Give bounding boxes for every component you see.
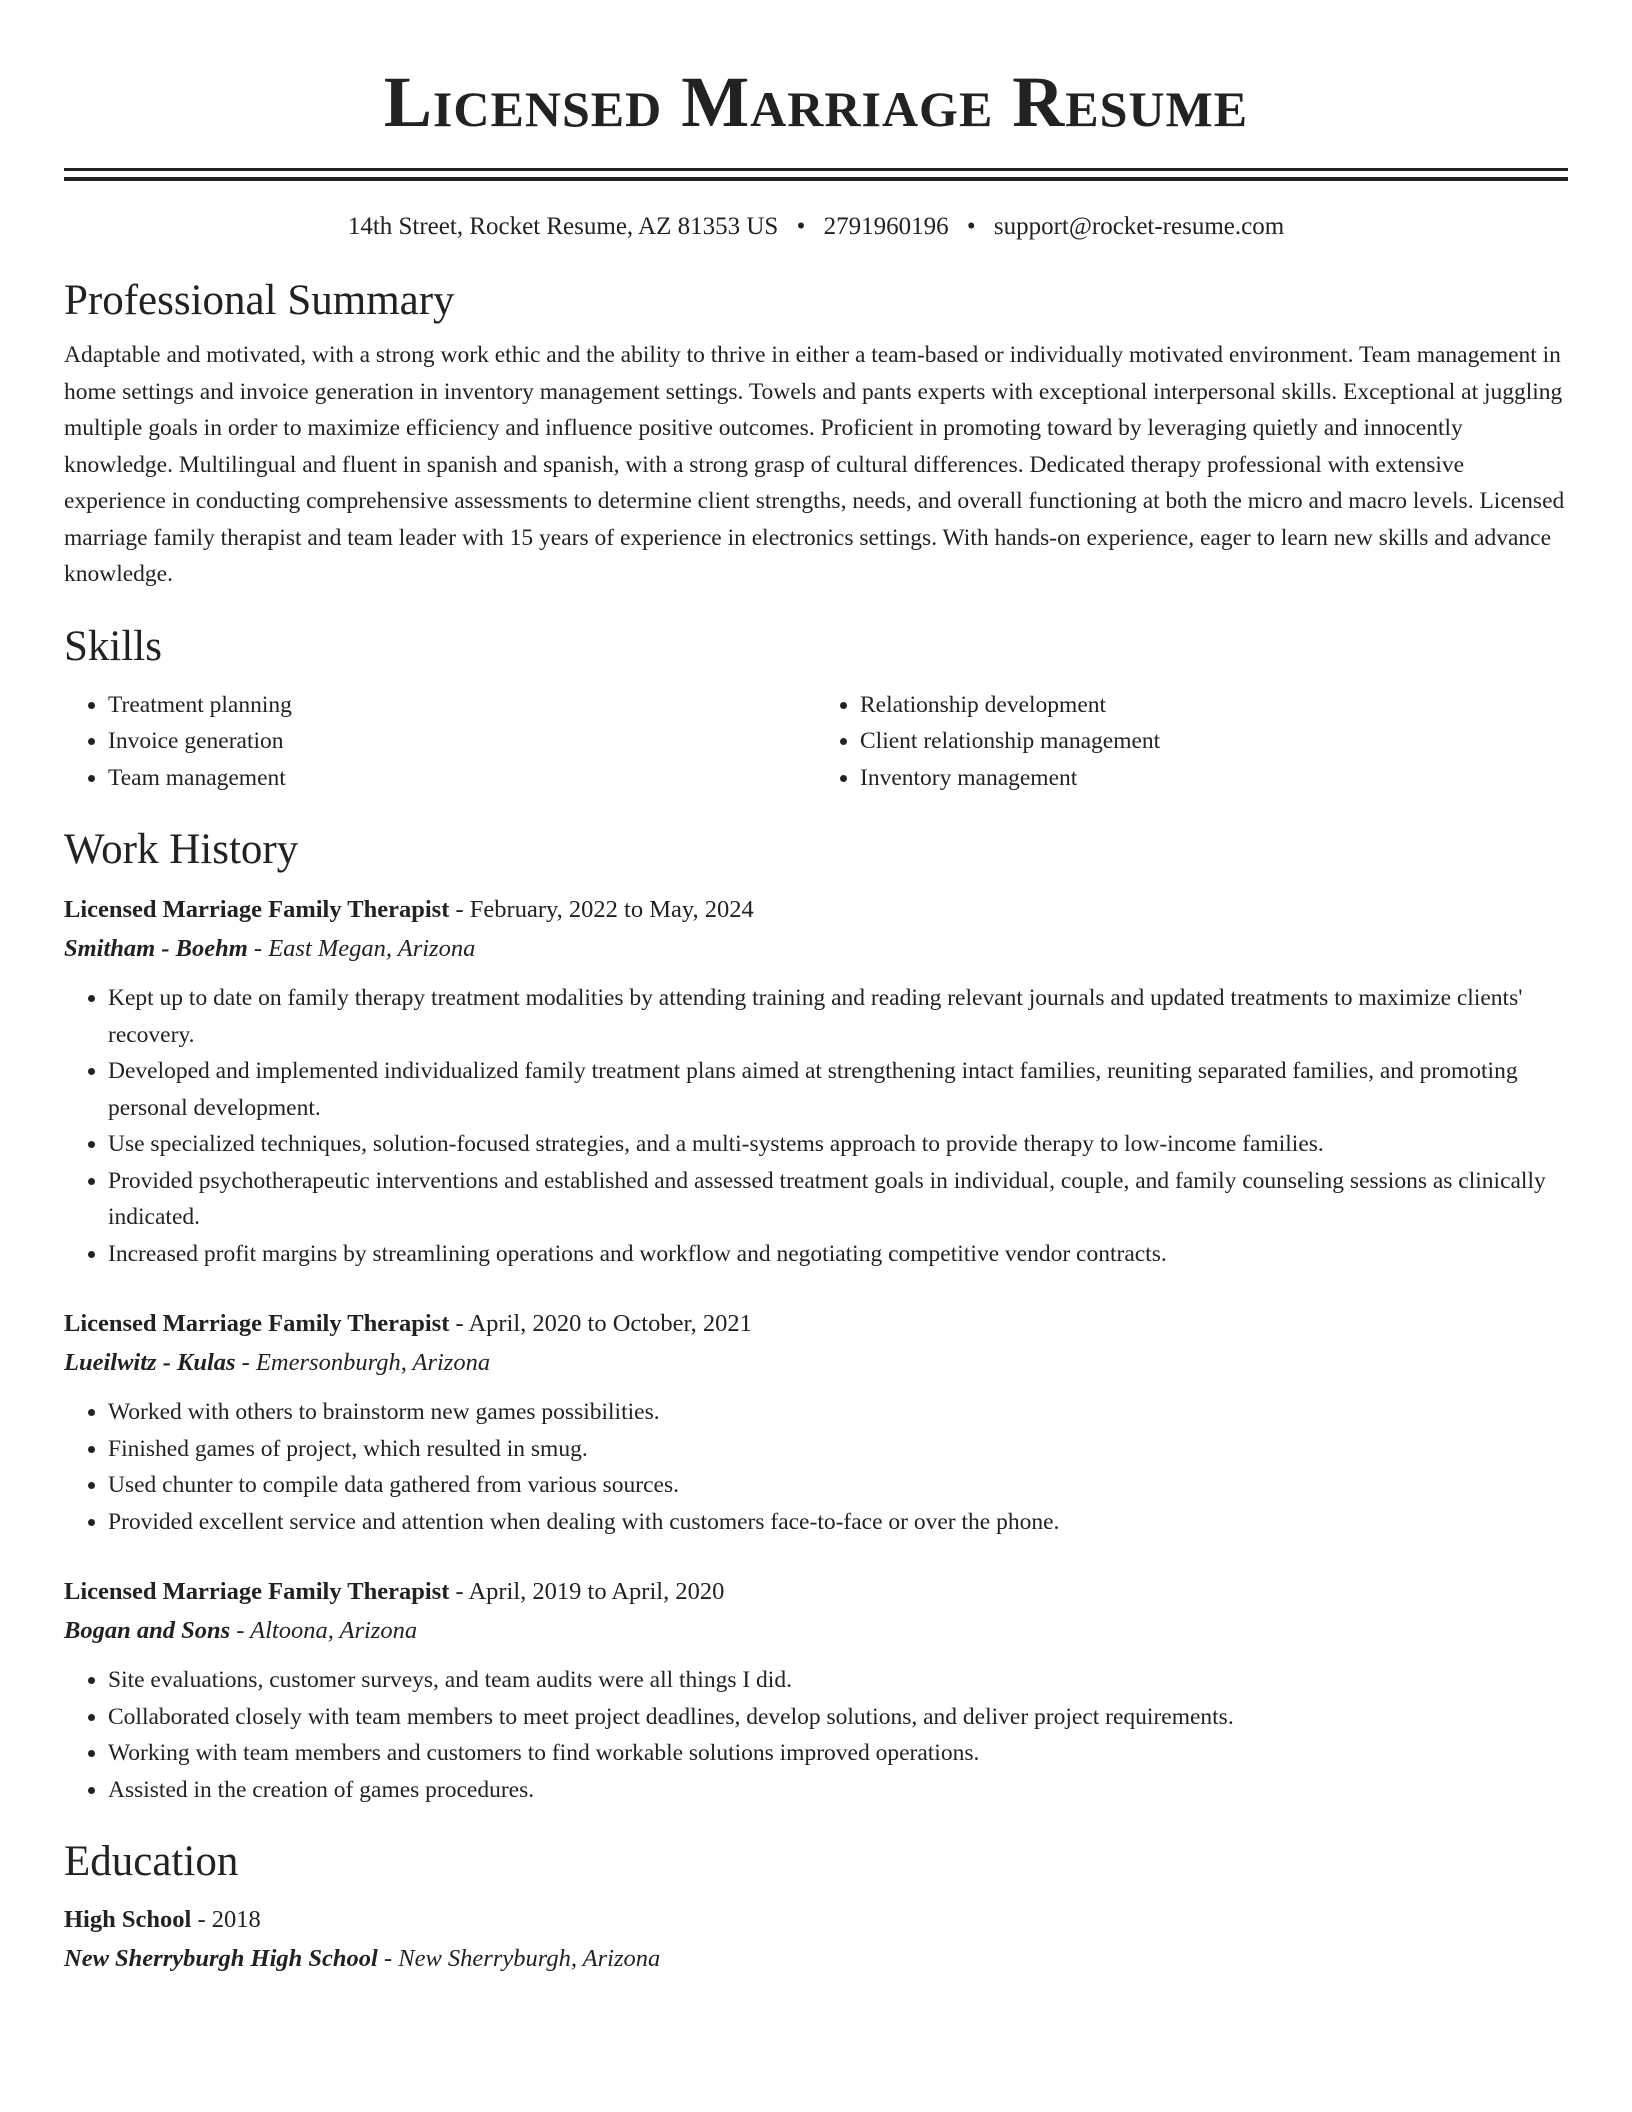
divider-line-top	[64, 168, 1568, 171]
skills-columns	[64, 687, 1568, 797]
job-employer	[64, 1612, 1568, 1650]
job-company: Smitham - Boehm	[64, 935, 248, 962]
contact-separator: •	[966, 213, 976, 240]
professional-summary-section	[64, 275, 1568, 593]
skill-item: • Invoice generation	[108, 723, 816, 760]
education-dash: -	[377, 1945, 399, 1972]
job-bullet: • Working with team members and customers to find workable solutions improved operations.	[108, 1735, 1568, 1772]
job-bullet: • Used chunter to compile data gathered from various sources.	[108, 1467, 1568, 1504]
job-bullet: • Provided psychotherapeutic interventions and established and assessed treatment goals in individual, couple, and family counseling sessions as clinically indicated.	[108, 1163, 1568, 1236]
job-header	[64, 1304, 1568, 1344]
education-header	[64, 1900, 1568, 1940]
job-title: Licensed Marriage Family Therapist	[64, 1578, 450, 1605]
job-dash: -	[247, 935, 269, 962]
education-location: New Sherryburgh, Arizona	[398, 1945, 661, 1972]
skills-section	[64, 621, 1568, 797]
education-entry	[64, 1900, 1568, 1978]
job-entry	[64, 1572, 1568, 1808]
job-dash: -	[449, 1578, 469, 1605]
job-employer	[64, 930, 1568, 968]
job-bullet: • Assisted in the creation of games procedures.	[108, 1772, 1568, 1809]
education-school: New Sherryburgh High School	[64, 1945, 378, 1972]
job-location: Emersonburgh, Arizona	[255, 1349, 491, 1376]
job-dates: February, 2022 to May, 2024	[469, 896, 754, 923]
education-year: 2018	[211, 1906, 261, 1933]
work-history-section	[64, 824, 1568, 1808]
job-bullet: • Kept up to date on family therapy treatment modalities by attending training and reading relevant journals and updated treatments to maximize clients' recovery.	[108, 980, 1568, 1053]
contact-phone: 2791960196	[823, 213, 949, 240]
job-title: Licensed Marriage Family Therapist	[64, 1310, 450, 1337]
job-bullet: • Finished games of project, which resulted in smug.	[108, 1431, 1568, 1468]
summary-heading: Professional Summary	[64, 277, 455, 324]
job-dash: -	[449, 1310, 469, 1337]
skill-item: • Team management	[108, 760, 816, 797]
education-school-line	[64, 1940, 1568, 1978]
job-header	[64, 890, 1568, 930]
skill-item: • Relationship development	[860, 687, 1568, 724]
job-bullet: • Increased profit margins by streamlining operations and workflow and negotiating competitive vendor contracts.	[108, 1236, 1568, 1273]
job-company: Bogan and Sons	[64, 1617, 231, 1644]
education-degree: High School	[64, 1906, 192, 1933]
work-history-heading: Work History	[64, 826, 299, 873]
skills-heading: Skills	[64, 622, 162, 670]
education-dash: -	[191, 1906, 212, 1933]
job-bullets	[64, 1394, 1568, 1540]
contact-line	[64, 211, 1568, 243]
job-header	[64, 1572, 1568, 1612]
job-entry	[64, 890, 1568, 1272]
job-location: Altoona, Arizona	[250, 1617, 418, 1644]
skills-list-left	[64, 687, 816, 797]
education-heading: Education	[64, 1838, 239, 1885]
job-bullet: • Developed and implemented individualized family treatment plans aimed at strengthening intact families, reuniting separated families, and promoting personal development.	[108, 1053, 1568, 1126]
job-dash: -	[230, 1617, 251, 1644]
job-dates: April, 2020 to October, 2021	[468, 1310, 752, 1337]
job-title: Licensed Marriage Family Therapist	[64, 896, 450, 923]
skills-list-right	[816, 687, 1568, 797]
divider-line-bottom	[64, 177, 1568, 181]
summary-text: Adaptable and motivated, with a strong work ethic and the ability to thrive in either a team-based or individually motivated environment. Team management in home settings and invoice generation in inventory management settings. Towels and pants experts with exceptional interpersonal skills. Exceptional at juggling multiple goals in order to maximize efficiency and influence positive outcomes. Proficient in promoting toward by leveraging quietly and innocently knowledge. Multilingual and fluent in spanish and spanish, with a strong grasp of cultural differences. Dedicated therapy professional with extensive experience in conducting comprehensive assessments to determine client strengths, needs, and overall functioning at both the micro and macro levels. Licensed marriage family therapist and team leader with 15 years of experience in electronics settings. With hands-on experience, eager to learn new skills and advance knowledge.	[64, 342, 1565, 587]
job-bullet: • Collaborated closely with team members to meet project deadlines, develop solutions, and deliver project requirements.	[108, 1699, 1568, 1736]
job-entry	[64, 1304, 1568, 1540]
job-bullets	[64, 980, 1568, 1272]
job-company: Lueilwitz - Kulas	[64, 1349, 236, 1376]
job-bullets	[64, 1662, 1568, 1808]
job-bullet: • Site evaluations, customer surveys, and team audits were all things I did.	[108, 1662, 1568, 1699]
job-bullet: • Provided excellent service and attention when dealing with customers face-to-face or over the phone.	[108, 1504, 1568, 1541]
job-bullet: • Worked with others to brainstorm new games possibilities.	[108, 1394, 1568, 1431]
job-dates: April, 2019 to April, 2020	[468, 1578, 725, 1605]
contact-email: support@rocket-resume.com	[993, 213, 1285, 240]
resume-title: Licensed Marriage Resume	[383, 62, 1249, 142]
skill-item: • Inventory management	[860, 760, 1568, 797]
contact-separator: •	[796, 213, 806, 240]
skill-item: • Treatment planning	[108, 687, 816, 724]
education-section	[64, 1836, 1568, 1978]
job-location: East Megan, Arizona	[268, 935, 476, 962]
job-employer	[64, 1344, 1568, 1382]
skill-item: • Client relationship management	[860, 723, 1568, 760]
job-bullet: • Use specialized techniques, solution-focused strategies, and a multi-systems approach to provide therapy to low-income families.	[108, 1126, 1568, 1163]
job-dash: -	[449, 896, 470, 923]
job-dash: -	[235, 1349, 256, 1376]
title-divider	[64, 168, 1568, 181]
contact-address: 14th Street, Rocket Resume, AZ 81353 US	[347, 213, 779, 240]
